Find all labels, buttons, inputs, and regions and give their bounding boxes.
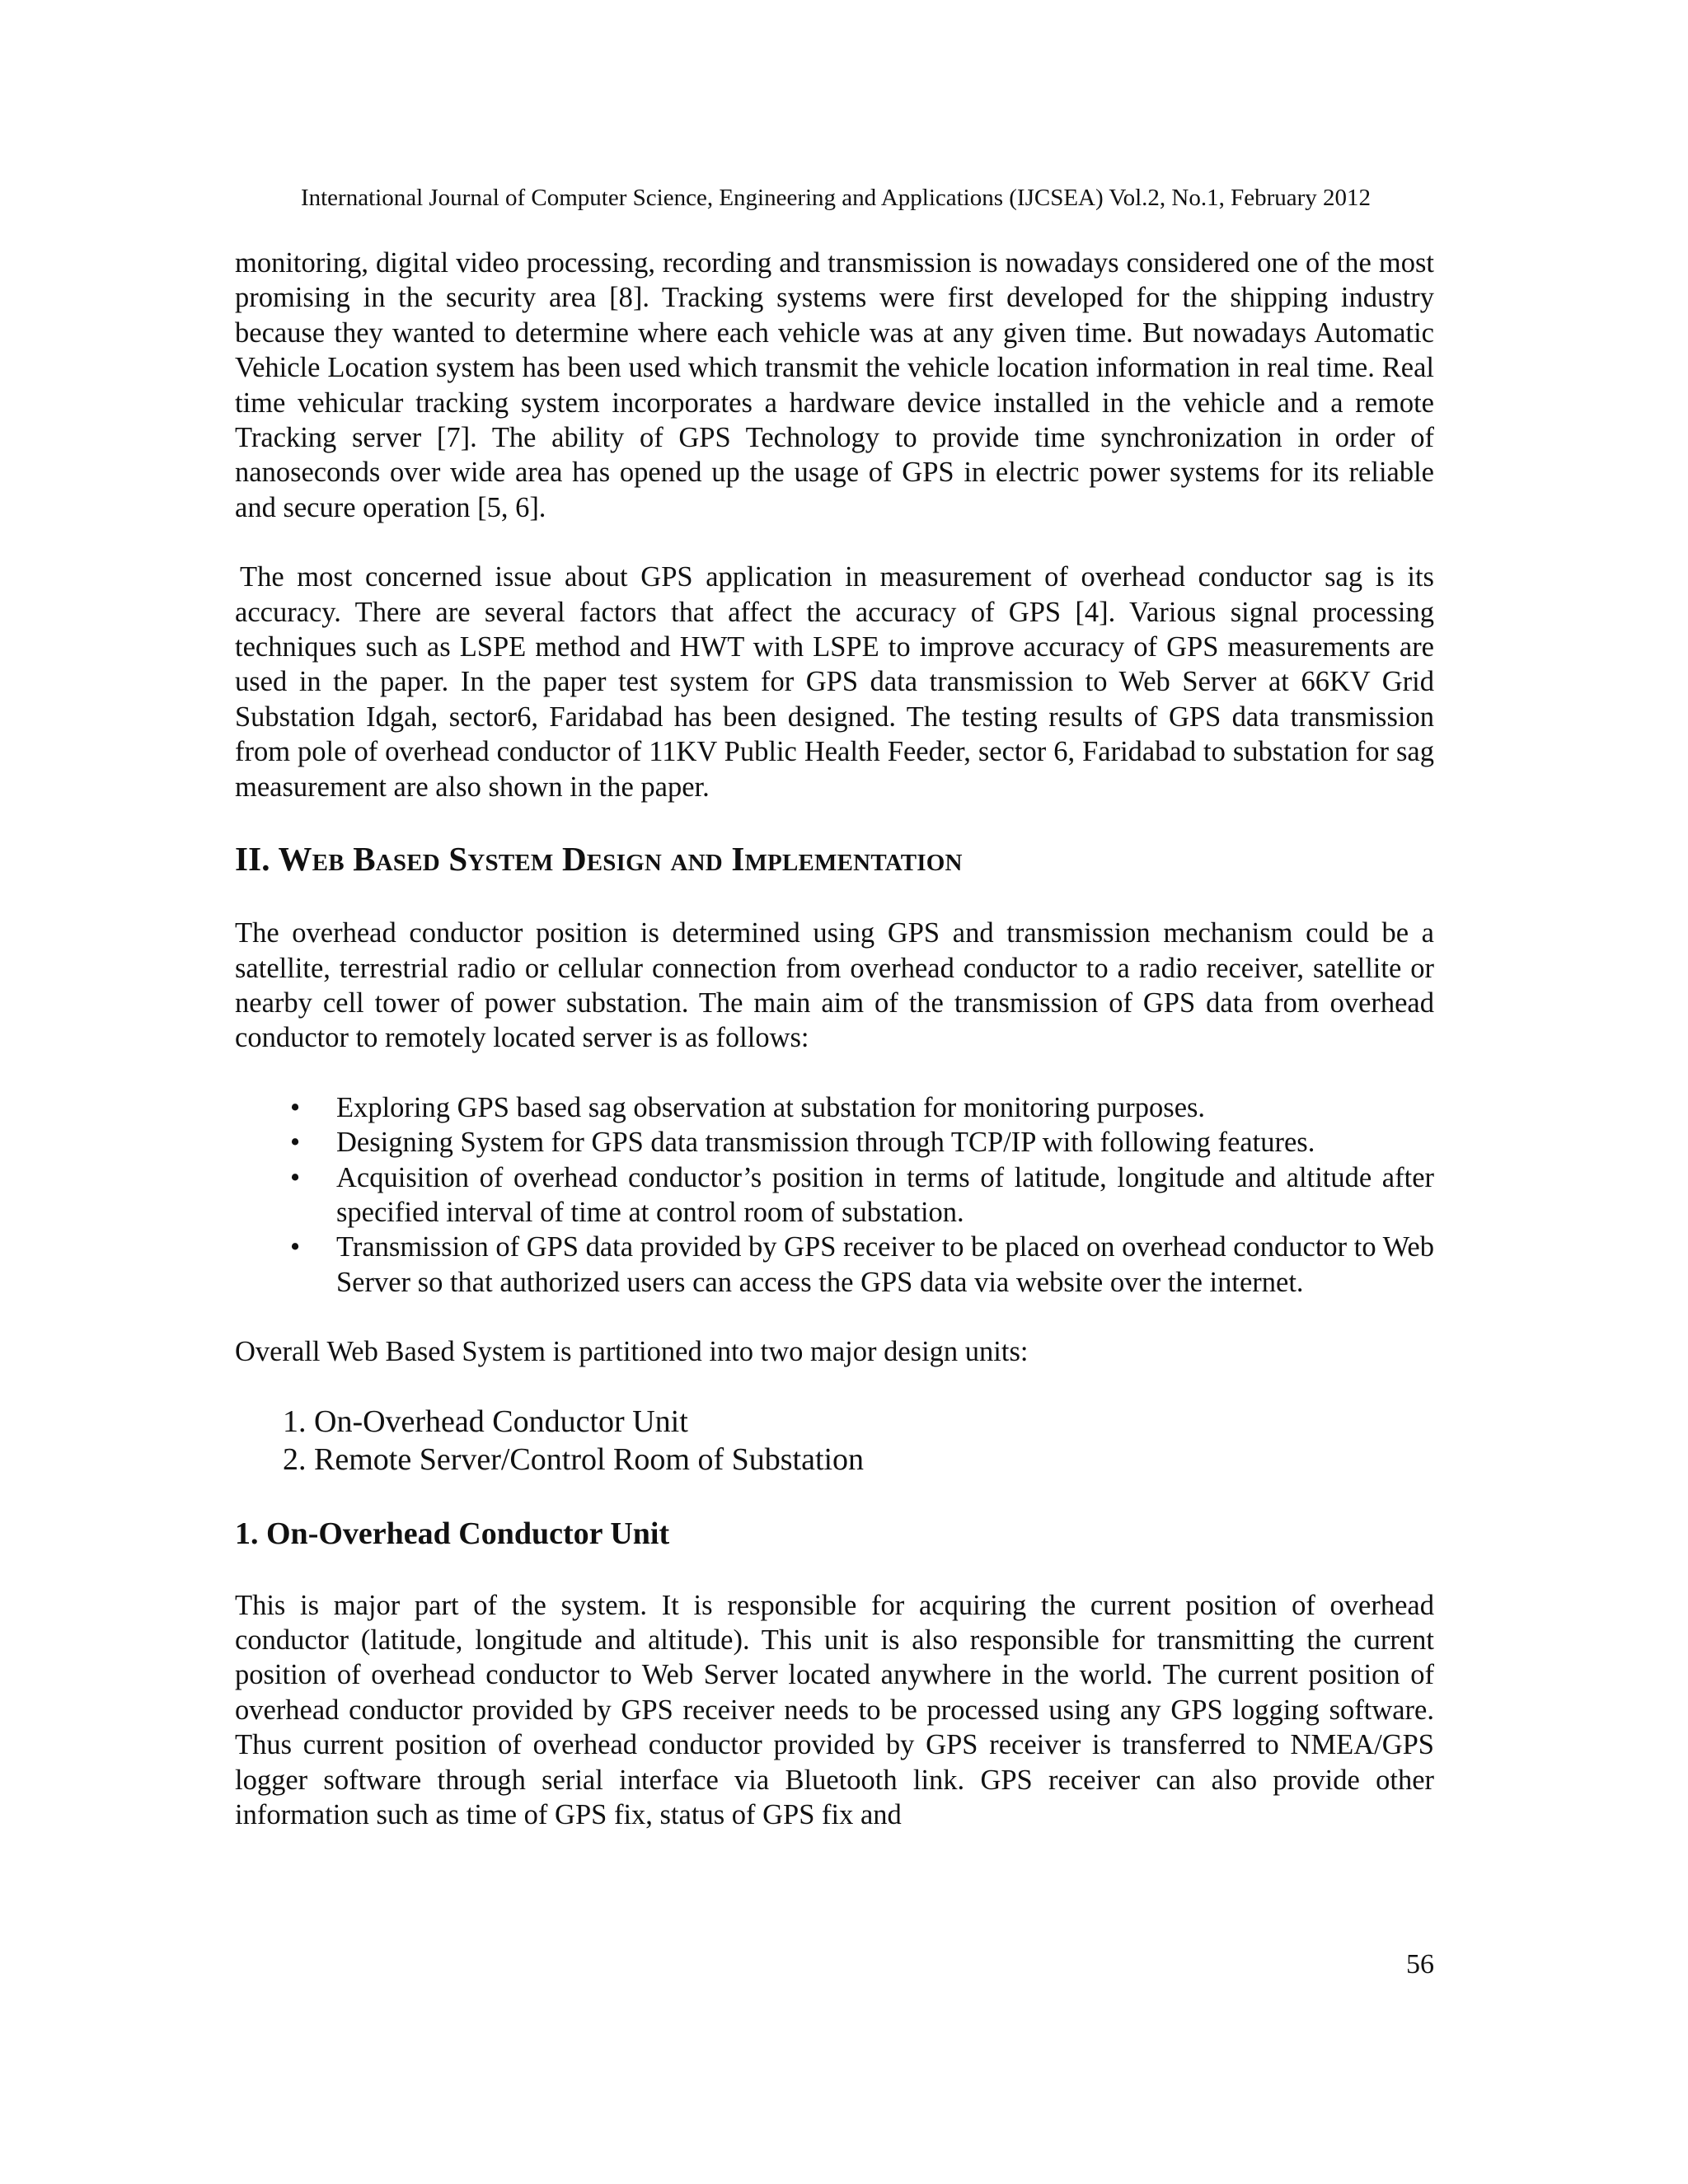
bullet-list [235,1090,1434,1300]
paragraph: The overhead conductor position is determined using GPS and transmission mechanism could be a satellite, terrestrial radio or cellular connection from overhead conductor to a radio receiver, satellite or nearby cell tower of power substation. The main aim of the transmission of GPS data from overhead conductor to remotely located server is as follows: [235,917,1434,1054]
design-unit-list [235,1403,1434,1479]
section-heading: II. Web Based System Design and Implementation [235,840,963,879]
design-unit-item: 1. On-Overhead Conductor Unit [283,1404,688,1439]
paragraph: Overall Web Based System is partitioned into two major design units: [235,1336,1029,1368]
bullet-icon: • [289,1127,301,1159]
paragraph: The most concerned issue about GPS application in measurement of overhead conductor sag is its accuracy. There are several factors that affect the accuracy of GPS [4]. Various signal processing techniques such as LSPE method and HWT with LSPE to improve accuracy of GPS measurements are used in the paper. In the paper test system for GPS data transmission to Web Server at 66KV Grid Substation Idgah, sector6, Faridabad has been designed. The testing results of GPS data transmission from pole of overhead conductor of 11KV Public Health Feeder, sector 6, Faridabad to substation for sag measurement are also shown in the paper. [235,561,1434,803]
bullet-icon: • [289,1091,301,1123]
bullet-text: Designing System for GPS data transmission through TCP/IP with following features. [336,1127,1315,1159]
body-text [235,246,1434,1832]
bullet-icon: • [289,1231,301,1263]
paragraph: This is major part of the system. It is responsible for acquiring the current position of overhead conductor (latitude, longitude and altitude). This unit is also responsible for transmitting the current position of overhead conductor to Web Server located anywhere in the world. The current position of overhead conductor provided by GPS receiver needs to be processed using any GPS logging software. Thus current position of overhead conductor provided by GPS receiver is transferred to NMEA/GPS logger software through serial interface via Bluetooth link. GPS receiver can also provide other information such as time of GPS fix, status of GPS fix and [235,1589,1434,1830]
paragraph: monitoring, digital video processing, recording and transmission is nowadays considered one of the most promising in the security area [8]. Tracking systems were first developed for the shipping industry because they wanted to determine where each vehicle was at any given time. But nowadays Automatic Vehicle Location system has been used which transmit the vehicle location information in real time. Real time vehicular tracking system incorporates a hardware device installed in the vehicle and a remote Tracking server [7]. The ability of GPS Technology to provide time synchronization in order of nanoseconds over wide area has opened up the usage of GPS in electric power systems for its reliable and secure operation [5, 6]. [235,247,1434,523]
running-header: International Journal of Computer Science, Engineering and Applications (IJCSEA) Vol.2, No.1, February 2012 [300,185,1372,211]
bullet-icon: • [289,1161,301,1193]
bullet-text: Transmission of GPS data provided by GPS receiver to be placed on overhead conductor to Web Server so that authorized users can access the GPS data via website over the internet. [336,1231,1434,1298]
bullet-item [235,1160,1434,1230]
bullet-text: Exploring GPS based sag observation at substation for monitoring purposes. [336,1091,1206,1123]
bullet-item [235,1230,1434,1300]
bullet-item [235,1090,1434,1125]
bullet-item [235,1125,1434,1160]
page-number: 56 [1406,1949,1434,1980]
design-unit-item: 2. Remote Server/Control Room of Substation [283,1441,865,1477]
bullet-text: Acquisition of overhead conductor’s position in terms of latitude, longitude and altitude after specified interval of time at control room of substation. [336,1161,1434,1228]
subsection-heading: 1. On-Overhead Conductor Unit [235,1516,670,1551]
